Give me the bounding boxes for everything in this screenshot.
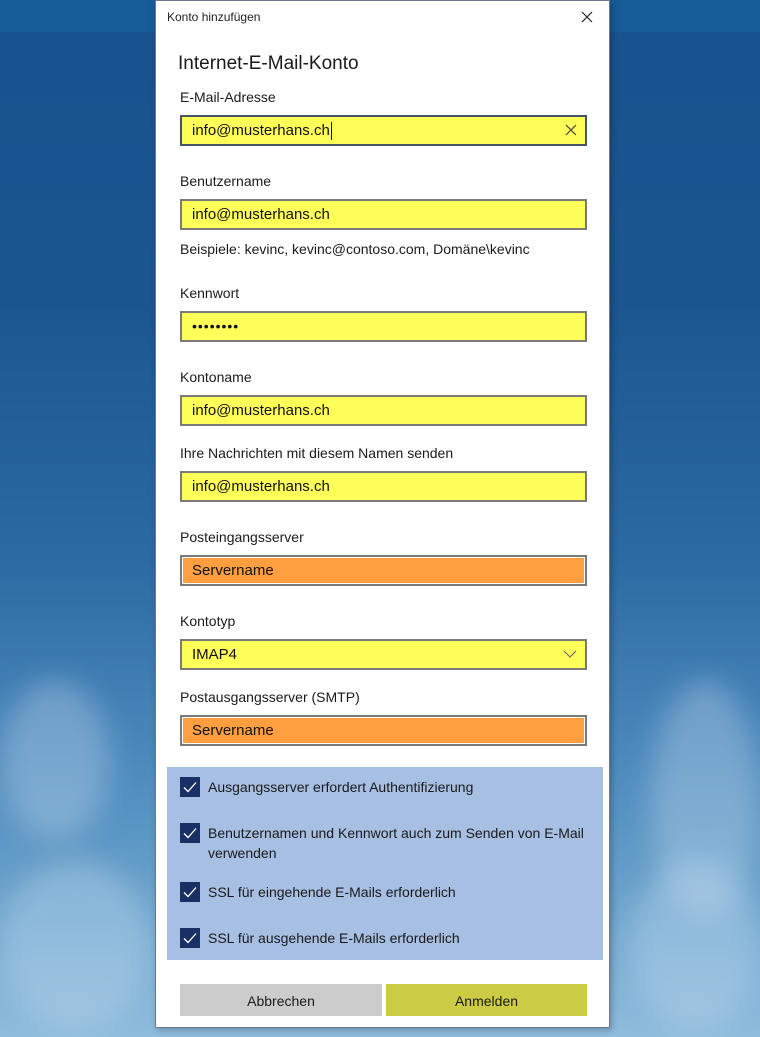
email-field[interactable] <box>180 115 587 146</box>
email-label: E-Mail-Adresse <box>180 89 276 105</box>
cancel-button[interactable]: Abbrechen <box>180 984 382 1016</box>
clear-icon[interactable] <box>565 124 577 136</box>
option-ssl-incoming[interactable] <box>180 882 588 902</box>
checkbox[interactable] <box>180 823 200 843</box>
background-cloud <box>0 680 110 840</box>
email-value: info@musterhans.ch <box>192 122 330 139</box>
account-type-value: IMAP4 <box>192 646 238 663</box>
account-type-select[interactable] <box>180 639 587 670</box>
option-ssl-outgoing[interactable] <box>180 928 588 948</box>
checkbox[interactable] <box>180 882 200 902</box>
password-value: •••••••• <box>192 318 240 334</box>
checkmark-icon <box>182 779 198 795</box>
username-field[interactable] <box>180 199 587 230</box>
outgoing-server-label: Postausgangsserver (SMTP) <box>180 689 360 705</box>
account-name-field[interactable] <box>180 395 587 426</box>
option-outgoing-auth[interactable] <box>180 777 588 797</box>
dialog-title: Konto hinzufügen <box>167 10 261 24</box>
option-label: Benutzernamen und Kennwort auch zum Senden von E-Mail verwenden <box>208 825 584 861</box>
option-label: Ausgangsserver erfordert Authentifizierung <box>208 779 474 795</box>
password-label: Kennwort <box>180 285 240 301</box>
close-button[interactable] <box>575 5 599 29</box>
text-cursor <box>331 122 332 140</box>
background-cloud <box>0 860 150 1030</box>
background-cloud <box>630 860 760 1030</box>
incoming-server-label: Posteingangsserver <box>180 529 304 545</box>
incoming-server-value: Servername <box>192 562 274 579</box>
account-name-value: info@musterhans.ch <box>192 402 330 419</box>
checkmark-icon <box>182 884 198 900</box>
sign-in-button[interactable]: Anmelden <box>386 984 587 1016</box>
incoming-server-field[interactable] <box>180 555 587 586</box>
add-account-dialog <box>155 0 610 1028</box>
checkmark-icon <box>182 930 198 946</box>
checkmark-icon <box>182 825 198 841</box>
checkbox[interactable] <box>180 928 200 948</box>
account-type-label: Kontotyp <box>180 613 236 629</box>
outgoing-server-field[interactable] <box>180 715 587 746</box>
account-name-label: Kontoname <box>180 369 252 385</box>
options-panel <box>167 767 603 960</box>
username-value: info@musterhans.ch <box>192 206 330 223</box>
username-label: Benutzername <box>180 173 272 189</box>
send-name-label: Ihre Nachrichten mit diesem Namen senden <box>180 445 454 461</box>
option-use-credentials[interactable] <box>180 823 588 863</box>
close-icon <box>575 5 599 29</box>
chevron-down-icon <box>563 649 577 659</box>
send-name-field[interactable] <box>180 471 587 502</box>
checkbox[interactable] <box>180 777 200 797</box>
page-title: Internet-E-Mail-Konto <box>178 53 359 74</box>
option-label: SSL für eingehende E-Mails erforderlich <box>208 884 456 900</box>
send-name-value: info@musterhans.ch <box>192 478 330 495</box>
outgoing-server-value: Servername <box>192 722 274 739</box>
username-hint: Beispiele: kevinc, kevinc@contoso.com, Domäne\kevinc <box>180 241 530 257</box>
password-field[interactable] <box>180 311 587 342</box>
option-label: SSL für ausgehende E-Mails erforderlich <box>208 930 460 946</box>
